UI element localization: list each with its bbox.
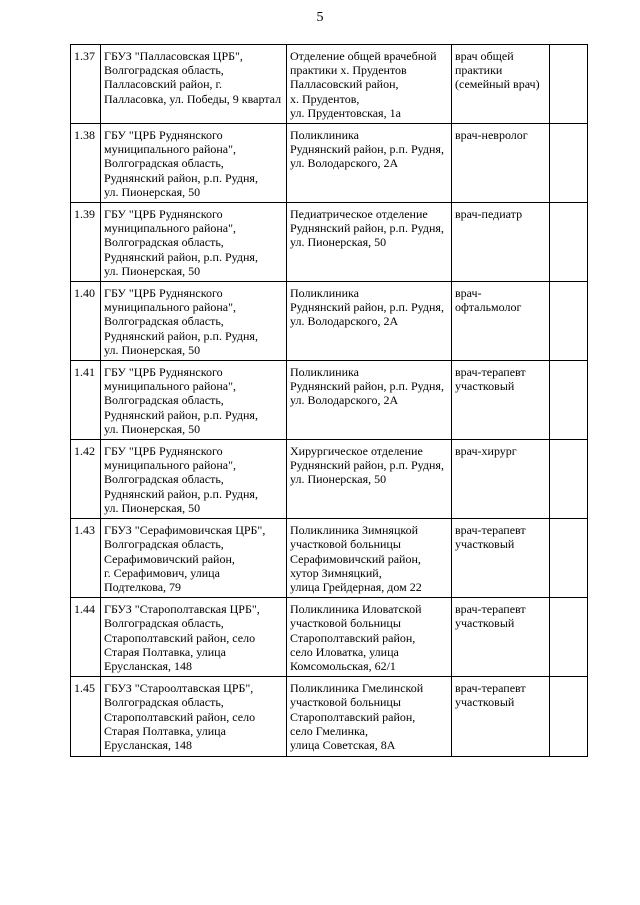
position-cell: врач-терапевт участковый [452, 677, 550, 757]
table-row [71, 677, 588, 757]
institution-cell: ГБУ "ЦРБ Руднянского муниципального района", Волгоградская область, Руднянский район, р.п. Рудня, ул. Пионерская, 50 [101, 361, 287, 440]
position-cell: врач-терапевт участковый [452, 519, 550, 598]
row-number-cell: 1.37 [71, 45, 101, 124]
department-cell: Поликлиника Зимняцкой участковой больницы Серафимовичский район, хутор Зимняцкий, улица Грейдерная, дом 22 [287, 519, 452, 598]
table-row [71, 361, 588, 440]
department-cell: Поликлиника Иловатской участковой больницы Старополтавский район, село Иловатка, улица Комсомольская, 62/1 [287, 598, 452, 677]
extra-cell [550, 440, 588, 519]
row-number-cell: 1.40 [71, 282, 101, 361]
department-cell: Поликлиника Руднянский район, р.п. Рудня, ул. Володарского, 2А [287, 124, 452, 203]
position-cell: врач-педиатр [452, 203, 550, 282]
extra-cell [550, 598, 588, 677]
position-cell: врач- офтальмолог [452, 282, 550, 361]
row-number-cell: 1.42 [71, 440, 101, 519]
institution-cell: ГБУЗ "Палласовская ЦРБ", Волгоградская область, Палласовский район, г. Палласовка, ул. Победы, 9 квартал [101, 45, 287, 124]
table-body [71, 45, 588, 757]
position-cell: врач общей практики (семейный врач) [452, 45, 550, 124]
extra-cell [550, 203, 588, 282]
row-number-cell: 1.41 [71, 361, 101, 440]
department-cell: Педиатрическое отделение Руднянский район, р.п. Рудня, ул. Пионерская, 50 [287, 203, 452, 282]
table-row [71, 203, 588, 282]
table-row [71, 282, 588, 361]
institution-cell: ГБУ "ЦРБ Руднянского муниципального района", Волгоградская область, Руднянский район, р.п. Рудня, ул. Пионерская, 50 [101, 282, 287, 361]
table-row [71, 124, 588, 203]
vacancy-table [70, 44, 588, 757]
row-number-cell: 1.43 [71, 519, 101, 598]
position-cell: врач-терапевт участковый [452, 598, 550, 677]
department-cell: Отделение общей врачебной практики х. Прудентов Палласовский район, х. Прудентов, ул. Прудентовская, 1а [287, 45, 452, 124]
table-row [71, 519, 588, 598]
row-number-cell: 1.39 [71, 203, 101, 282]
row-number-cell: 1.44 [71, 598, 101, 677]
institution-cell: ГБУ "ЦРБ Руднянского муниципального района", Волгоградская область, Руднянский район, р.п. Рудня, ул. Пионерская, 50 [101, 203, 287, 282]
institution-cell: ГБУЗ "Староолтавская ЦРБ", Волгоградская область, Старополтавский район, село Старая Полтавка, улица Ерусланская, 148 [101, 677, 287, 757]
institution-cell: ГБУЗ "Серафимовичская ЦРБ", Волгоградская область, Серафимовичский район, г. Серафимович, улица Подтелкова, 79 [101, 519, 287, 598]
position-cell: врач-невролог [452, 124, 550, 203]
department-cell: Поликлиника Руднянский район, р.п. Рудня, ул. Володарского, 2А [287, 361, 452, 440]
extra-cell [550, 124, 588, 203]
extra-cell [550, 45, 588, 124]
table-row [71, 598, 588, 677]
extra-cell [550, 519, 588, 598]
extra-cell [550, 282, 588, 361]
institution-cell: ГБУ "ЦРБ Руднянского муниципального района", Волгоградская область, Руднянский район, р.п. Рудня, ул. Пионерская, 50 [101, 124, 287, 203]
extra-cell [550, 361, 588, 440]
position-cell: врач-хирург [452, 440, 550, 519]
table-row [71, 440, 588, 519]
institution-cell: ГБУЗ "Старополтавская ЦРБ", Волгоградская область, Старополтавский район, село Старая Полтавка, улица Ерусланская, 148 [101, 598, 287, 677]
department-cell: Поликлиника Руднянский район, р.п. Рудня, ул. Володарского, 2А [287, 282, 452, 361]
institution-cell: ГБУ "ЦРБ Руднянского муниципального района", Волгоградская область, Руднянский район, р.п. Рудня, ул. Пионерская, 50 [101, 440, 287, 519]
department-cell: Поликлиника Гмелинской участковой больницы Старополтавский район, село Гмелинка, улица Советская, 8А [287, 677, 452, 757]
row-number-cell: 1.38 [71, 124, 101, 203]
page-number: 5 [316, 10, 324, 25]
row-number-cell: 1.45 [71, 677, 101, 757]
department-cell: Хирургическое отделение Руднянский район, р.п. Рудня, ул. Пионерская, 50 [287, 440, 452, 519]
position-cell: врач-терапевт участковый [452, 361, 550, 440]
table-row [71, 45, 588, 124]
extra-cell [550, 677, 588, 757]
